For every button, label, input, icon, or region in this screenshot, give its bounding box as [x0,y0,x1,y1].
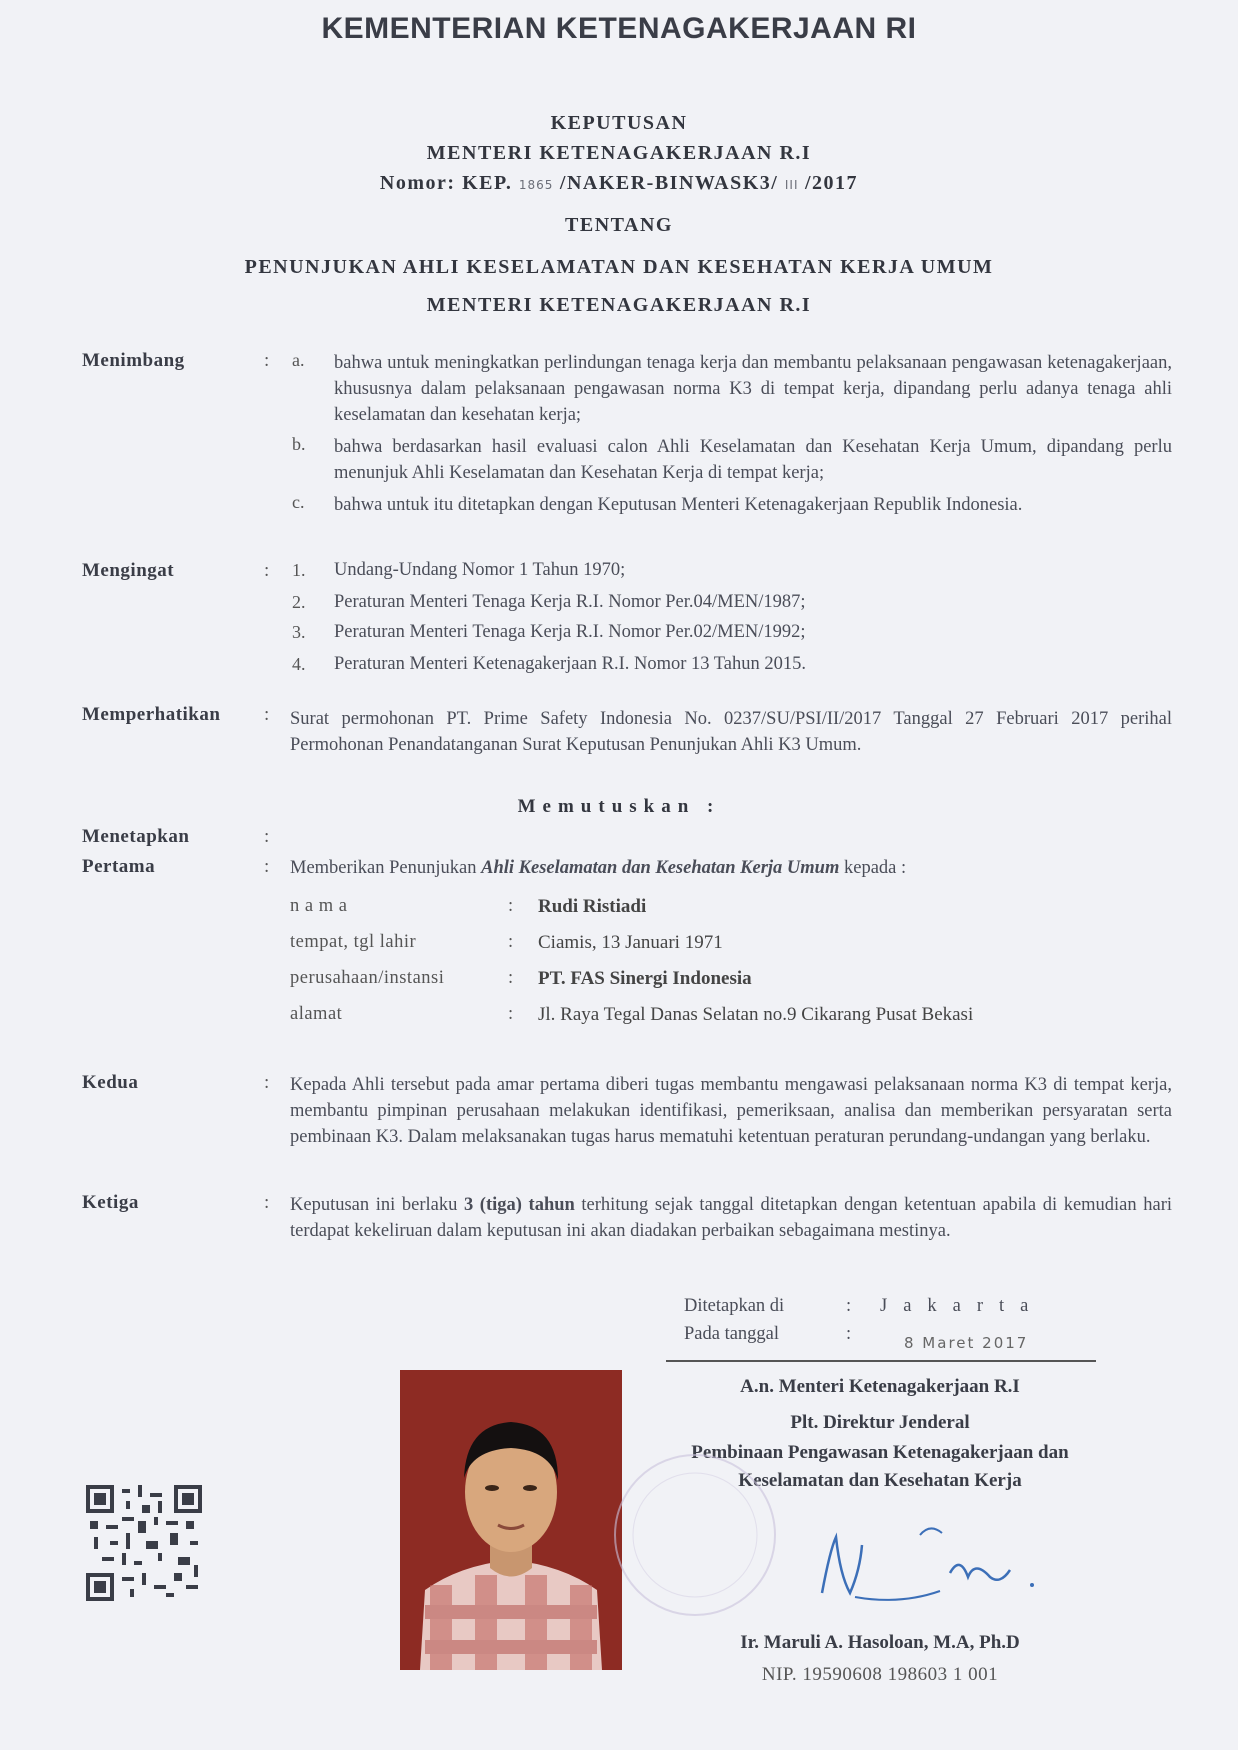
subject-heading: PENUNJUKAN AHLI KESELAMATAN DAN KESEHATAN KERJA UMUM [244,256,994,278]
field-value-tempat-lahir: Ciamis, 13 Januari 1971 [538,932,723,953]
field-value-alamat: Jl. Raya Tegal Danas Selatan no.9 Cikarang Pusat Bekasi [538,1004,974,1025]
signatory-name: Ir. Maruli A. Hasoloan, M.A, Ph.D [740,1632,1020,1653]
item-marker: 1. [292,560,306,580]
appointment-title: Ahli Keselamatan dan Kesehatan Kerja Umum [481,858,840,878]
signatory-nip: NIP. 19590608 198603 1 001 [761,1664,999,1685]
item-marker: 2. [292,592,306,612]
colon: : [264,1192,270,1213]
signatory-position: Plt. Direktur Jenderal [790,1412,970,1433]
mengingat-item-4: Peraturan Menteri Ketenagakerjaan R.I. Nomor 13 Tahun 2015. [334,654,807,674]
handwritten-month: III [784,178,799,192]
decree-issuer: MENTERI KETENAGAKERJAAN R.I [426,142,812,164]
item-marker: a. [292,350,305,370]
portrait-figure [400,1370,622,1670]
handwritten-signature-icon [800,1515,1060,1610]
about-heading: TENTANG [565,214,673,236]
signatory-directorate-2: Keselamatan dan Kesehatan Kerja [738,1470,1022,1491]
colon: : [508,968,514,988]
field-value-perusahaan: PT. FAS Sinergi Indonesia [538,968,752,989]
colon: : [264,704,270,725]
menimbang-item-a: bahwa untuk meningkatkan perlindungan tenaga kerja dan membantu pelaksanaan pengawasan ketenagakerjaan, khususnya dalam pelaksanaan pengawasan norma K3 di tempat kerja, dipandang perlu adanya tenaga ahli keselamatan dan kesehatan kerja; [334,353,1172,425]
signatory-directorate-1: Pembinaan Pengawasan Ketenagakerjaan dan [691,1442,1069,1463]
memutuskan-heading: Memutuskan : [517,796,721,817]
colon: : [264,560,270,581]
label-menimbang: Menimbang [82,350,185,371]
mengingat-item-3: Peraturan Menteri Tenaga Kerja R.I. Nomor Per.02/MEN/1992; [334,622,806,642]
mengingat-item-1: Undang-Undang Nomor 1 Tahun 1970; [334,560,626,580]
kedua-text: Kepada Ahli tersebut pada amar pertama diberi tugas membantu mengawasi pelaksanaan norma K3 di tempat kerja, membantu pimpinan perusahaan melakukan identifikasi, pemeriksaan, analisa dan memberikan persyaratan serta pembinaan K3. Dalam melaksanakan tugas harus mematuhi ketentuan peraturan perundang-undangan yang berlaku. [290,1075,1172,1147]
item-marker: c. [292,492,305,512]
colon: : [264,856,270,877]
item-marker: 4. [292,654,306,674]
menimbang-item-b: bahwa berdasarkan hasil evaluasi calon Ahli Keselamatan dan Kesehatan Kerja Umum, dipandang perlu menunjuk Ahli Keselamatan dan Kesehatan Kerja di tempat kerja; [334,437,1172,483]
menimbang-item-c: bahwa untuk itu ditetapkan dengan Keputusan Menteri Ketenagakerjaan Republik Indonesia. [334,495,1023,515]
colon: : [508,896,514,916]
signatory-on-behalf: A.n. Menteri Ketenagakerjaan R.I [740,1376,1020,1397]
ditetapkan-label: Ditetapkan di [684,1296,785,1316]
colon: : [846,1324,852,1344]
field-label-perusahaan: perusahaan/instansi [290,968,445,988]
ditetapkan-value: Jakarta [880,1296,1045,1316]
holder-photo [400,1370,622,1670]
ketiga-text: Keputusan ini berlaku 3 (tiga) tahun terhitung sejak tanggal ditetapkan dengan ketentuan apabila di kemudian hari terdapat kekeliruan dalam keputusan ini akan diadakan perbaikan sebagaimana mestinya. [290,1195,1173,1241]
qr-code-icon [86,1485,202,1601]
validity-period: 3 (tiga) tahun [463,1195,575,1215]
colon: : [508,932,514,952]
mengingat-item-2: Peraturan Menteri Tenaga Kerja R.I. Nomor Per.04/MEN/1987; [334,592,806,612]
pertama-text: Memberikan Penunjukan Ahli Keselamatan dan Kesehatan Kerja Umum kepada : [290,858,907,878]
ministry-header: KEMENTERIAN KETENAGAKERJAAN RI [321,12,917,45]
label-mengingat: Mengingat [82,560,175,581]
date-divider [666,1360,1096,1362]
field-label-nama: n a m a [290,896,348,916]
issuer-repeat: MENTERI KETENAGAKERJAAN R.I [426,294,812,316]
label-menetapkan: Menetapkan [82,826,190,847]
label-pertama: Pertama [82,856,156,877]
label-memperhatikan: Memperhatikan [82,704,221,725]
label-kedua: Kedua [82,1072,139,1093]
handwritten-number: 1865 [518,178,554,192]
decree-title: KEPUTUSAN [550,112,688,134]
memperhatikan-text: Surat permohonan PT. Prime Safety Indonesia No. 0237/SU/PSI/II/2017 Tanggal 27 Februari 2017 perihal Permohonan Penandatanganan Surat Keputusan Penunjukan Ahli K3 Umum. [290,709,1172,755]
colon: : [264,826,270,847]
official-stamp-icon [610,1450,780,1620]
field-label-alamat: alamat [290,1004,343,1024]
field-label-tempat-lahir: tempat, tgl lahir [290,932,417,952]
tanggal-value-handwritten: 8 Maret 2017 [904,1334,1029,1352]
item-marker: 3. [292,622,306,642]
label-ketiga: Ketiga [82,1192,139,1213]
colon: : [508,1004,514,1024]
colon: : [264,1072,270,1093]
item-marker: b. [292,434,306,454]
field-value-nama: Rudi Ristiadi [538,896,647,917]
decree-number: Nomor: KEP. 1865 /NAKER-BINWASK3/ III /2017 [379,172,859,194]
tanggal-label: Pada tanggal [684,1324,780,1344]
colon: : [846,1296,852,1316]
colon: : [264,350,270,371]
